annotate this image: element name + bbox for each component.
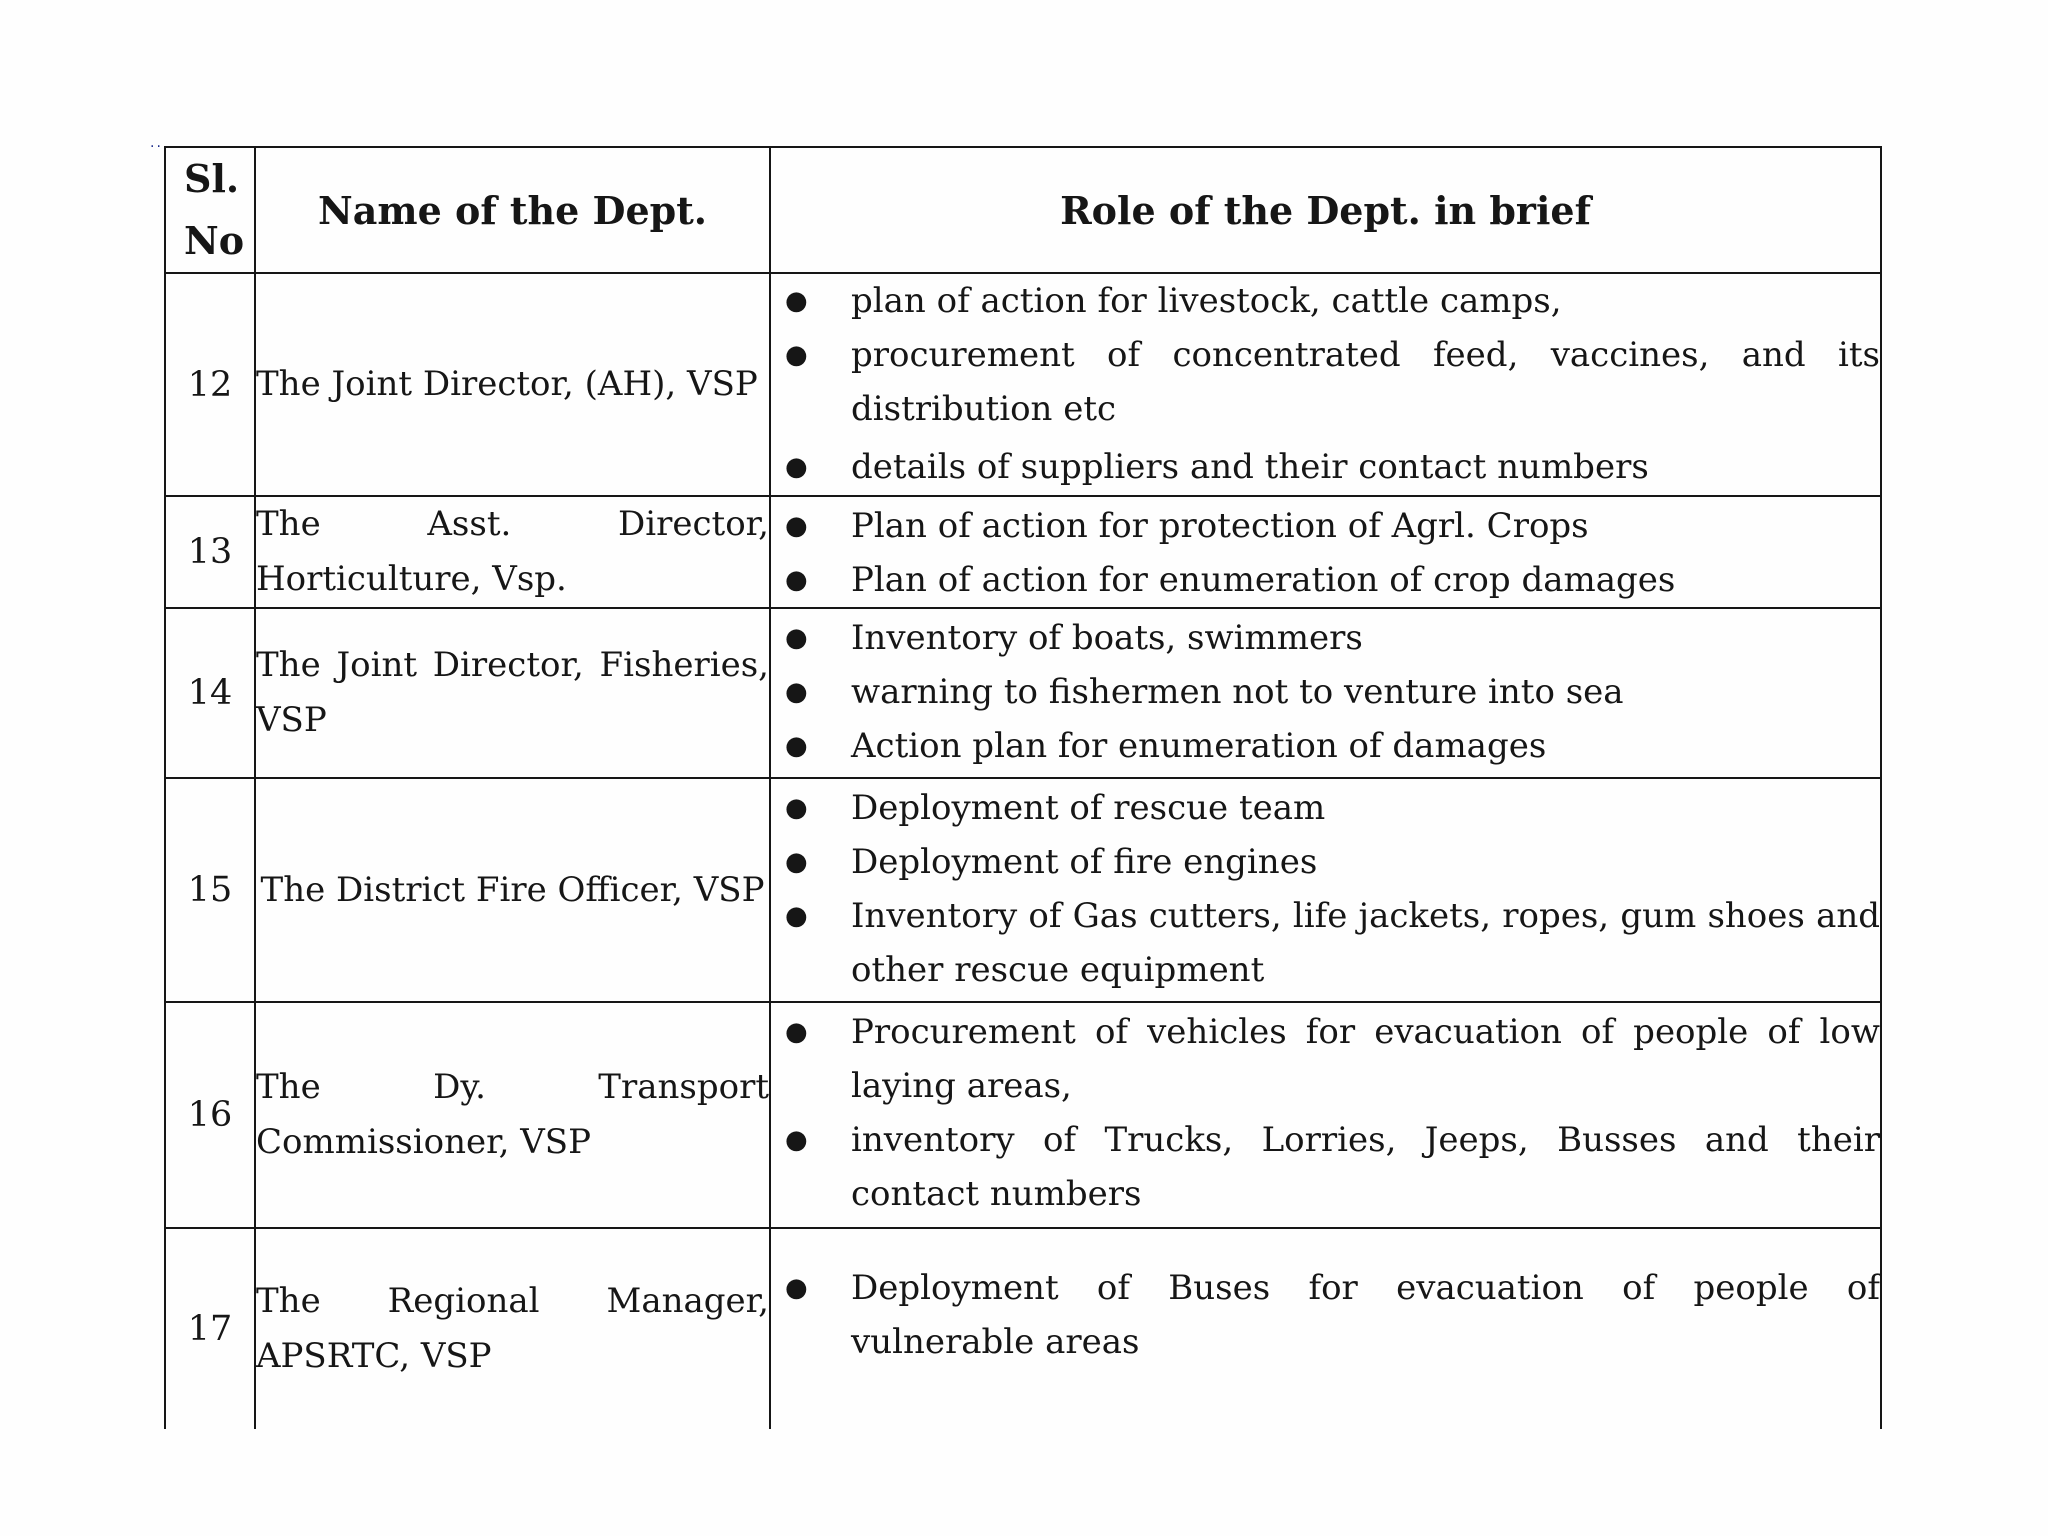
role-item: [771, 611, 1880, 665]
role-text: details of suppliers and their contact numbers: [851, 447, 1649, 487]
role-list: [771, 1261, 1880, 1369]
role-text: Plan of action for enumeration of crop damages: [851, 560, 1676, 600]
role-item: [771, 835, 1880, 889]
bullet-icon: ●: [785, 1017, 808, 1047]
department-roles-table: [164, 146, 1882, 1429]
row-roles: [770, 778, 1881, 1002]
role-list: [771, 781, 1880, 997]
corner-mark: ··: [150, 139, 163, 155]
row-dept-name: The Joint Director, (AH), VSP: [255, 273, 770, 496]
role-text: plan of action for livestock, cattle camps,: [851, 281, 1562, 321]
bullet-icon: ●: [785, 901, 808, 931]
bullet-icon: ●: [785, 847, 808, 877]
bullet-icon: ●: [785, 1125, 808, 1155]
table-row: [165, 1228, 1881, 1429]
table-row: [165, 496, 1881, 608]
role-item: [771, 1261, 1880, 1369]
row-dept-name: The Regional Manager, APSRTC, VSP: [255, 1228, 770, 1429]
role-text: Procurement of vehicles for evacuation of people of low laying areas,: [851, 1012, 1880, 1106]
role-text: Deployment of rescue team: [851, 788, 1326, 828]
role-item: [771, 1005, 1880, 1113]
row-dept-name: The Dy. Transport Commissioner, VSP: [255, 1002, 770, 1228]
header-dept-name: Name of the Dept.: [255, 147, 770, 273]
table-row: [165, 778, 1881, 1002]
table-row: [165, 608, 1881, 778]
header-slno-line2: No: [184, 218, 245, 263]
role-text: Inventory of Gas cutters, life jackets, ropes, gum shoes and other rescue equipment: [851, 896, 1880, 990]
table-row: [165, 273, 1881, 496]
row-roles: [770, 608, 1881, 778]
bullet-icon: ●: [785, 452, 808, 482]
header-slno-line1: Sl.: [184, 156, 240, 201]
bullet-icon: ●: [785, 1273, 808, 1303]
row-slno: 13: [165, 496, 255, 608]
role-item: [771, 553, 1880, 607]
header-slno: [165, 147, 255, 273]
role-text: Action plan for enumeration of damages: [851, 726, 1547, 766]
role-item: [771, 1113, 1880, 1221]
header-dept-role: Role of the Dept. in brief: [770, 147, 1881, 273]
role-item: [771, 781, 1880, 835]
bullet-icon: ●: [785, 677, 808, 707]
row-slno: 16: [165, 1002, 255, 1228]
role-item: [771, 274, 1880, 328]
role-item: [771, 719, 1880, 773]
row-roles: [770, 1002, 1881, 1228]
bullet-icon: ●: [785, 286, 808, 316]
role-item: [771, 328, 1880, 436]
role-list: [771, 611, 1880, 773]
table-header-row: [165, 147, 1881, 273]
row-slno: 15: [165, 778, 255, 1002]
role-item: [771, 889, 1880, 997]
bullet-icon: ●: [785, 565, 808, 595]
row-roles: [770, 496, 1881, 608]
role-list: [771, 274, 1880, 494]
row-slno: 12: [165, 273, 255, 496]
role-item: [771, 440, 1880, 494]
row-slno: 17: [165, 1228, 255, 1429]
role-list: [771, 1005, 1880, 1221]
bullet-icon: ●: [785, 511, 808, 541]
role-text: Inventory of boats, swimmers: [851, 618, 1363, 658]
row-dept-name: The Asst. Director, Horticulture, Vsp.: [255, 496, 770, 608]
bullet-icon: ●: [785, 793, 808, 823]
role-text: Deployment of Buses for evacuation of people of vulnerable areas: [851, 1268, 1880, 1362]
row-roles: [770, 273, 1881, 496]
bullet-icon: ●: [785, 623, 808, 653]
role-text: procurement of concentrated feed, vaccines, and its distribution etc: [851, 335, 1880, 429]
row-dept-name: The District Fire Officer, VSP: [255, 778, 770, 1002]
row-dept-name: The Joint Director, Fisheries, VSP: [255, 608, 770, 778]
bullet-icon: ●: [785, 731, 808, 761]
table-body: [165, 273, 1881, 1429]
role-text: warning to fishermen not to venture into sea: [851, 672, 1624, 712]
role-list: [771, 499, 1880, 607]
bullet-icon: ●: [785, 340, 808, 370]
role-text: Plan of action for protection of Agrl. Crops: [851, 506, 1589, 546]
row-roles: [770, 1228, 1881, 1429]
role-item: [771, 665, 1880, 719]
role-item: [771, 499, 1880, 553]
role-text: Deployment of fire engines: [851, 842, 1318, 882]
table-row: [165, 1002, 1881, 1228]
row-slno: 14: [165, 608, 255, 778]
role-text: inventory of Trucks, Lorries, Jeeps, Busses and their contact numbers: [851, 1120, 1880, 1214]
